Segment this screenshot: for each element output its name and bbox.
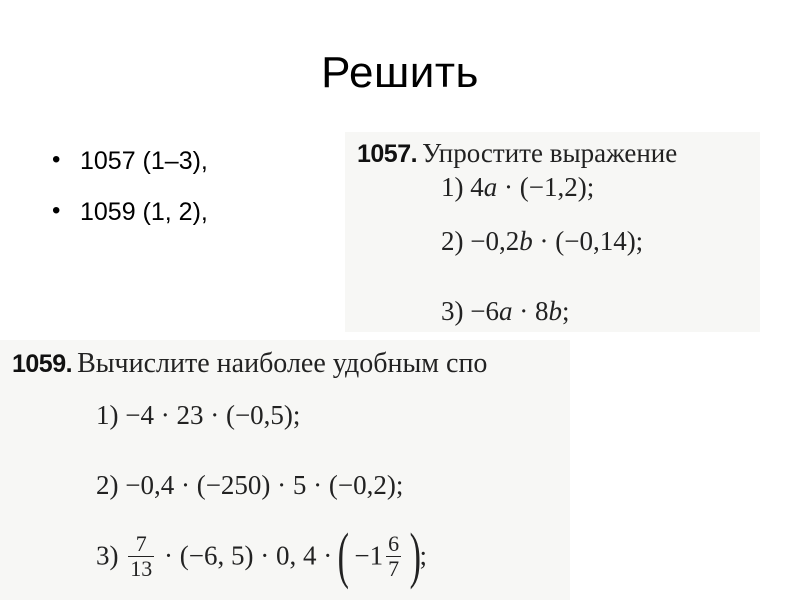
open-paren: ( (337, 522, 349, 590)
exercise-number: 1059. (12, 350, 73, 378)
task-item: • 1059 (1, 2), (52, 197, 208, 227)
exercise-1059-image (0, 340, 570, 600)
exercise-item: 1) 4a · (−1,2); (441, 172, 595, 202)
task-item: • 1057 (1–3), (52, 146, 208, 176)
exercise-item: 2) −0,4 · (−250) · 5 · (−0,2); (96, 470, 404, 500)
exercise-item: 3) $\frac{7}{13}$ · (−6, 5) · 0, 4 · ( −1 $\frac{6}{7}$ ); (96, 522, 427, 590)
exercise-item: 1) −4 · 23 · (−0,5); (96, 400, 301, 430)
task-list (52, 146, 208, 248)
fraction: $\frac{7}{13}$ (130, 530, 153, 581)
exercise-item: 3) −6a · 8b; (441, 296, 570, 326)
slide-title: Решить (321, 48, 479, 97)
exercise-1057-image (345, 132, 760, 332)
exercise-item: 2) −0,2b · (−0,14); (441, 226, 644, 256)
exercise-1057-heading (357, 138, 677, 169)
exercise-instruction: Вычислите наиболее удобным спо (77, 348, 488, 379)
exercise-1059-heading (12, 348, 487, 380)
exercise-instruction: Упростите выражение (422, 138, 678, 168)
close-paren: ) (409, 522, 421, 590)
exercise-number: 1057. (357, 140, 418, 168)
mixed-fraction: $\frac{6}{7}$ (388, 530, 400, 581)
